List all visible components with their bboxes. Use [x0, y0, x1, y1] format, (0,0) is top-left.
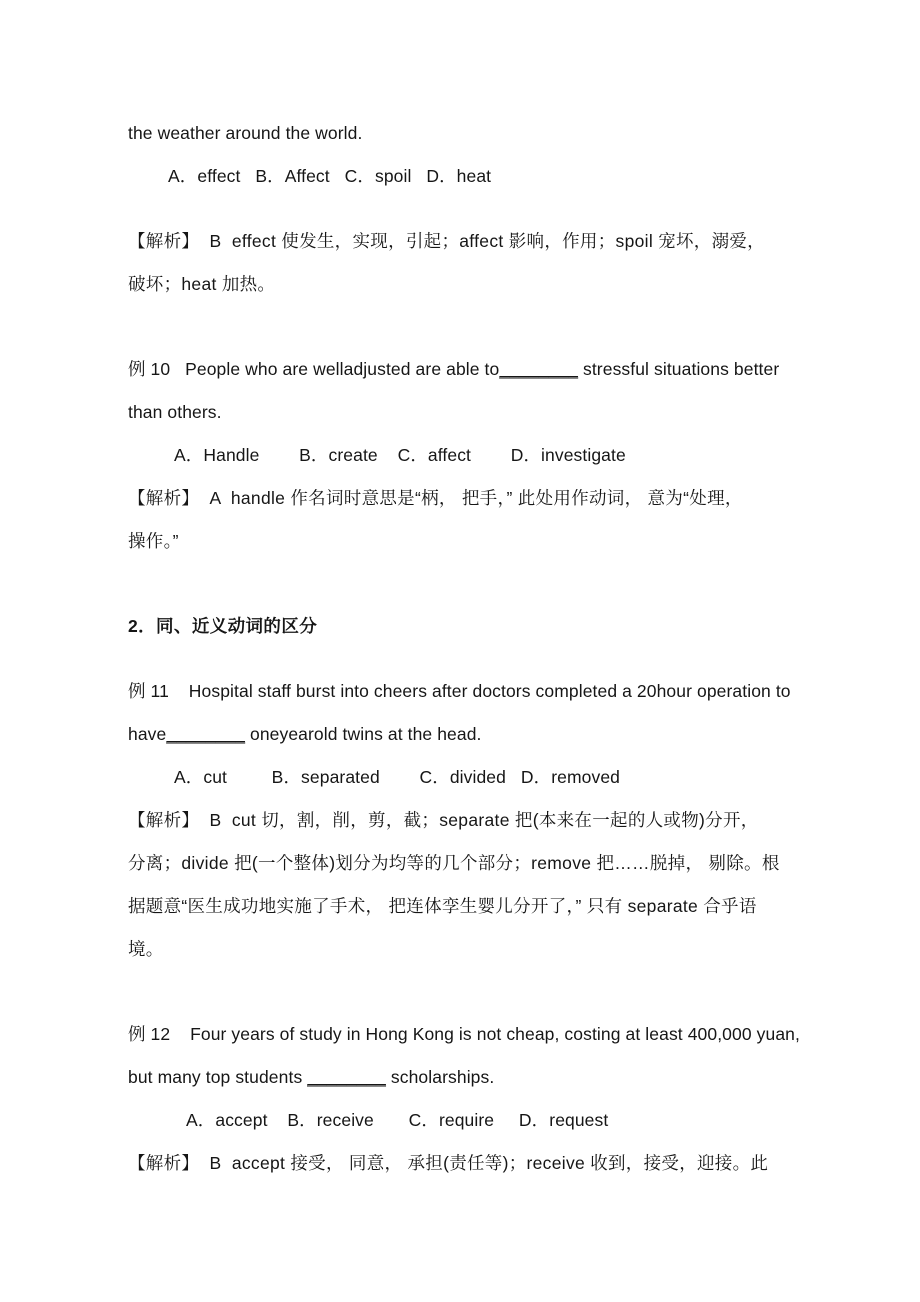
question-9-analysis-line-1: 【解析】 B effect 使发生，实现，引起；affect 影响，作用；spoil 宠坏，溺爱， [128, 231, 765, 251]
question-9-analysis-line-2: 破坏；heat 加热。 [128, 274, 276, 294]
spacer [128, 971, 796, 1013]
example-12-stem-line-2 [128, 1056, 796, 1099]
example-12-stem-tail: scholarships. [385, 1067, 495, 1087]
example-11-analysis-line-3: 据题意“医生成功地实施了手术， 把连体孪生婴儿分开了，” 只有 separate 合乎语 [128, 896, 757, 916]
example-12-stem-line-1: 例 12 Four years of study in Hong Kong is not cheap, costing at least 400,000 yuan, [128, 1024, 800, 1044]
example-10-stem-tail: stressful situations better [578, 359, 780, 379]
example-12-analysis-line-1: 【解析】 B accept 接受， 同意， 承担(责任等)；receive 收到，接受，迎接。此 [128, 1153, 769, 1173]
spacer [128, 563, 796, 605]
example-10-analysis-line-2: 操作。” [128, 531, 179, 551]
example-11-analysis-line-1: 【解析】 B cut 切，割，削，剪，截；separate 把(本来在一起的人或物)分开， [128, 810, 759, 830]
example-11-analysis-line-2: 分离；divide 把(一个整体)划分为均等的几个部分；remove 把……脱掉， 剔除。根 [128, 853, 780, 873]
example-11-blank: ________ [166, 724, 246, 744]
example-10-stem-line-1 [128, 348, 796, 391]
section-heading-2: 2．同、近义动词的区分 [128, 616, 318, 636]
question-9-options: A．effect B．Affect C．spoil D．heat [168, 166, 492, 186]
example-12-blank: ________ [307, 1067, 386, 1087]
example-12-options: A．accept B．receive C．require D．request [186, 1110, 609, 1130]
example-12-stem-head: but many top students [128, 1067, 308, 1087]
example-10-analysis-line-1: 【解析】 A handle 作名词时意思是“柄， 把手，” 此处用作动词， 意为“处理， [128, 488, 743, 508]
example-11-analysis-line-4: 境。 [128, 939, 164, 959]
example-11-stem-line-1: 例 11 Hospital staff burst into cheers after doctors completed a 20hour operation to [128, 681, 791, 701]
spacer [128, 198, 796, 220]
example-11-stem-tail: oneyearold twins at the head. [245, 724, 482, 744]
example-11-stem-head: have [128, 724, 167, 744]
example-11-options: A．cut B．separated C．divided D．removed [174, 767, 620, 787]
example-10-options: A．Handle B．create C．affect D．investigate [174, 445, 626, 465]
example-11-stem-line-2 [128, 713, 796, 756]
example-10-blank: ________ [499, 359, 579, 379]
question-9-stem-continuation: the weather around the world. [128, 123, 363, 143]
example-10-label: 例 10 People who are welladjusted are able to [128, 359, 500, 379]
document-body [128, 112, 800, 1185]
example-10-stem-line-2: than others. [128, 402, 222, 422]
spacer [128, 648, 796, 670]
spacer [128, 306, 796, 348]
